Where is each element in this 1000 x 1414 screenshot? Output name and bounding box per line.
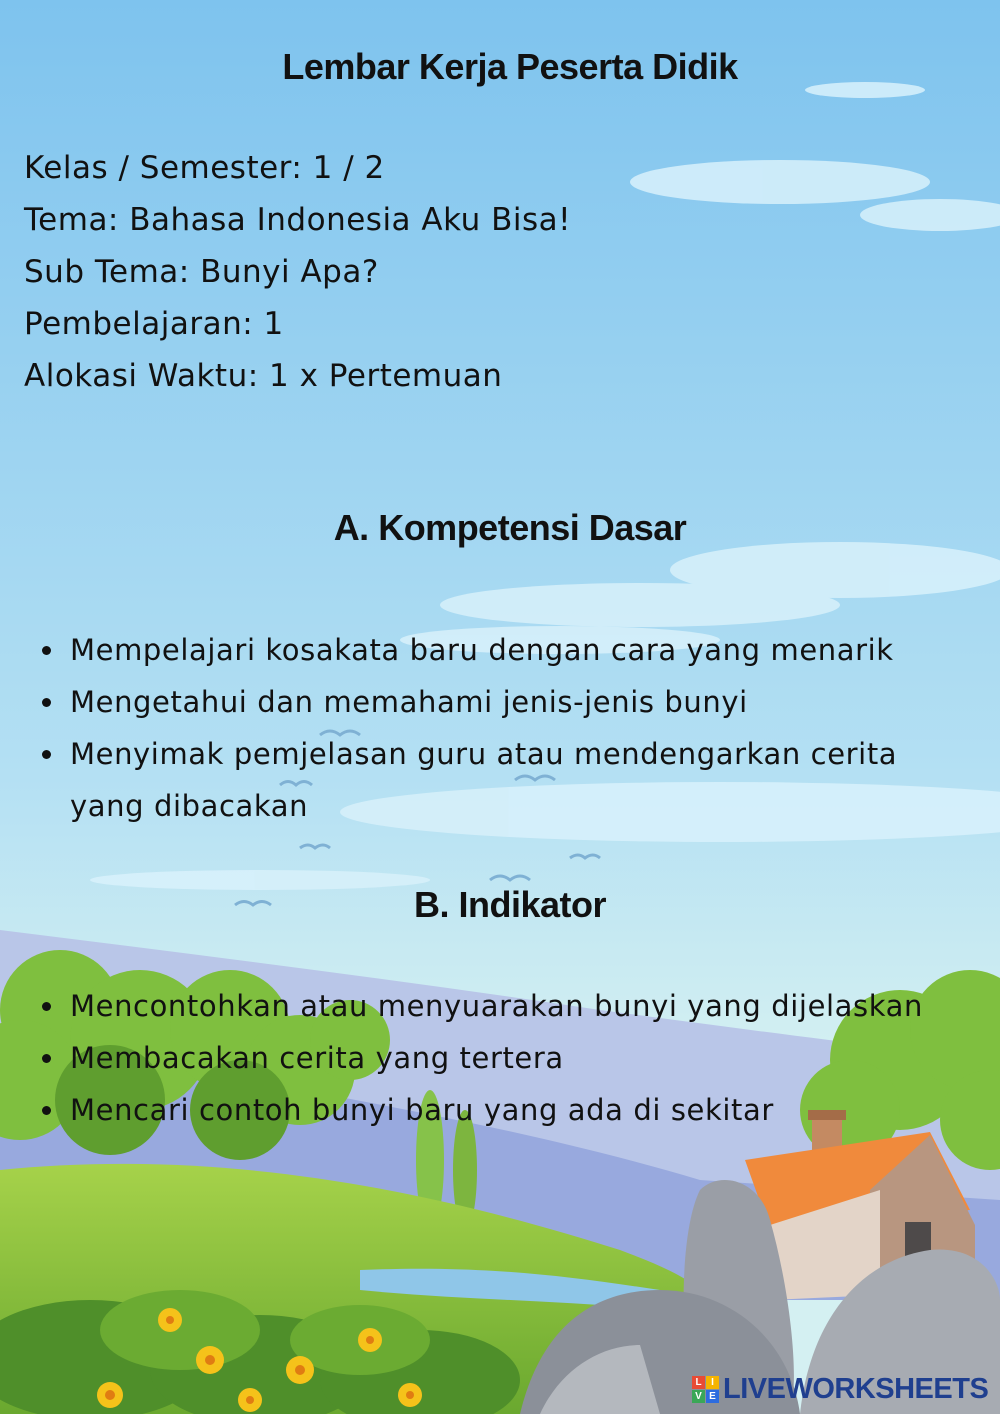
page-title: Lembar Kerja Peserta Didik <box>282 46 738 87</box>
indikator-list <box>40 980 985 1136</box>
cube-letter: E <box>706 1390 719 1403</box>
info-kelas-semester: Kelas / Semester: 1 / 2 <box>24 150 385 186</box>
list-item: Mempelajari kosakata baru dengan cara yang menarik <box>40 624 970 676</box>
cube-letter: V <box>692 1390 705 1403</box>
info-pembelajaran: Pembelajaran: 1 <box>24 306 284 342</box>
info-tema: Tema: Bahasa Indonesia Aku Bisa! <box>24 202 572 238</box>
liveworksheets-logo[interactable] <box>692 1374 988 1404</box>
section-a-heading: A. Kompetensi Dasar <box>333 507 687 548</box>
cube-letter: L <box>692 1376 705 1389</box>
cube-letter: I <box>706 1376 719 1389</box>
section-b-heading: B. Indikator <box>413 884 607 925</box>
liveworksheets-logo-text: LIVEWORKSHEETS <box>723 1372 989 1405</box>
info-alokasi-waktu: Alokasi Waktu: 1 x Pertemuan <box>24 358 503 394</box>
list-item: Mencontohkan atau menyuarakan bunyi yang dijelaskan <box>40 980 985 1032</box>
liveworksheets-cube-icon <box>692 1376 719 1403</box>
list-item: Menyimak pemjelasan guru atau mendengarkan cerita yang dibacakan <box>40 728 930 832</box>
list-item: Membacakan cerita yang tertera <box>40 1032 985 1084</box>
kompetensi-list <box>40 624 970 832</box>
list-item: Mengetahui dan memahami jenis-jenis bunyi <box>40 676 970 728</box>
list-item: Mencari contoh bunyi baru yang ada di sekitar <box>40 1084 985 1136</box>
info-sub-tema: Sub Tema: Bunyi Apa? <box>24 254 379 290</box>
